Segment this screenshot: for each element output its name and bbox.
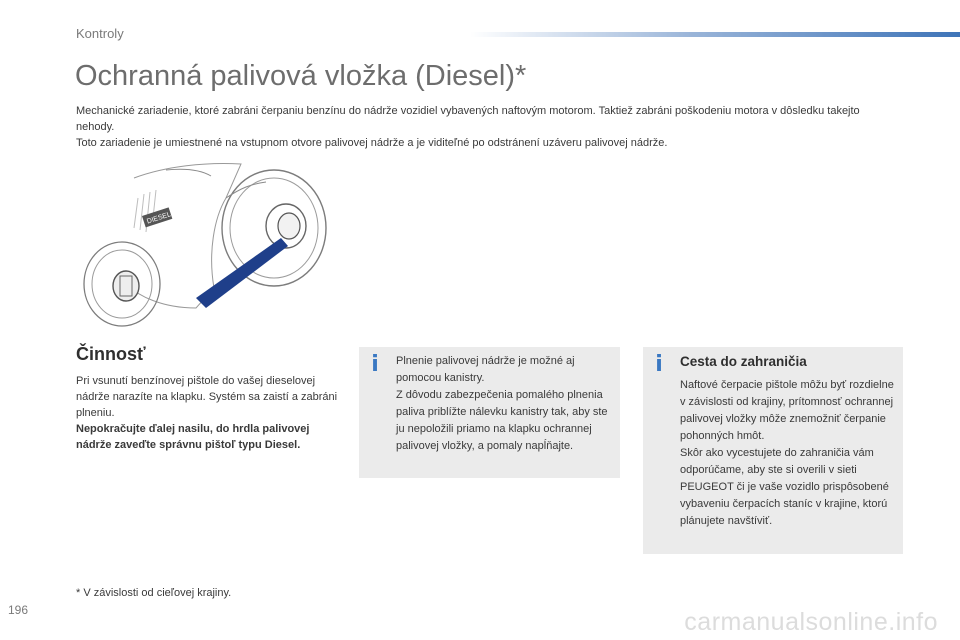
section-label: Kontroly: [76, 26, 124, 41]
info-box-abroad: [643, 347, 903, 554]
footnote: * V závislosti od cieľovej krajiny.: [76, 587, 232, 599]
info-box-abroad-text-1: Naftové čerpacie pištole môžu byť rozdielne v závislosti od krajiny, prítomnosť ochrannej palivovej vložky môže znemožniť čerpanie pohonných hmôt.: [680, 379, 894, 442]
watermark: carmanualsonline.info: [684, 608, 938, 636]
header-rule: [470, 32, 960, 37]
info-icon: i: [655, 352, 663, 377]
page-title: Ochranná palivová vložka (Diesel)*: [75, 60, 527, 92]
info-box-canister-text: Plnenie palivovej nádrže je možné aj pomocou kanistry. Z dôvodu zabezpečenia pomalého plnenia paliva priblížte nálevku kanistry tak, aby ste ju nepoložili priamo na klapku ochrannej palivovej vložky, a pomaly napĺňajte.: [396, 355, 608, 452]
info-box-abroad-title: Cesta do zahraničia: [680, 354, 807, 369]
info-box-abroad-text-2: Skôr ako vycestujete do zahraničia vám odporúčame, aby ste si overili v sieti PEUGEOT či je vaše vozidlo prispôsobené vybaveniu čerpacích staníc v krajine, ktorú plánujete navštíviť.: [680, 447, 889, 527]
page-number: 196: [8, 603, 29, 617]
pointer-arrow: [196, 238, 288, 308]
operation-paragraph: Pri vsunutí benzínovej pištole do vašej dieselovej nádrže narazíte na klapku. Systém sa zaistí a zabráni plneniu.: [76, 375, 338, 419]
operation-text: [76, 373, 338, 453]
operation-heading: Činnosť: [76, 344, 146, 364]
intro-paragraph-1: Mechanické zariadenie, ktoré zabráni čerpaniu benzínu do nádrže vozidiel vybavených naftovým motorom. Taktiež zabráni poškodeniu motora v dôsledku takejto nehody.: [76, 105, 860, 133]
intro-text: [76, 103, 896, 151]
fuel-filler-illustration: [76, 158, 348, 336]
intro-paragraph-2: Toto zariadenie je umiestnené na vstupnom otvore palivovej nádrže a je viditeľné po odstránení uzáveru palivovej nádrže.: [76, 137, 668, 149]
info-box-canister: [359, 347, 620, 478]
operation-warning: Nepokračujte ďalej nasilu, do hrdla palivovej nádrže zaveďte správnu pištoľ typu Diesel.: [76, 423, 310, 451]
info-icon: i: [371, 352, 379, 377]
diesel-label-text: DIESEL: [146, 211, 172, 226]
